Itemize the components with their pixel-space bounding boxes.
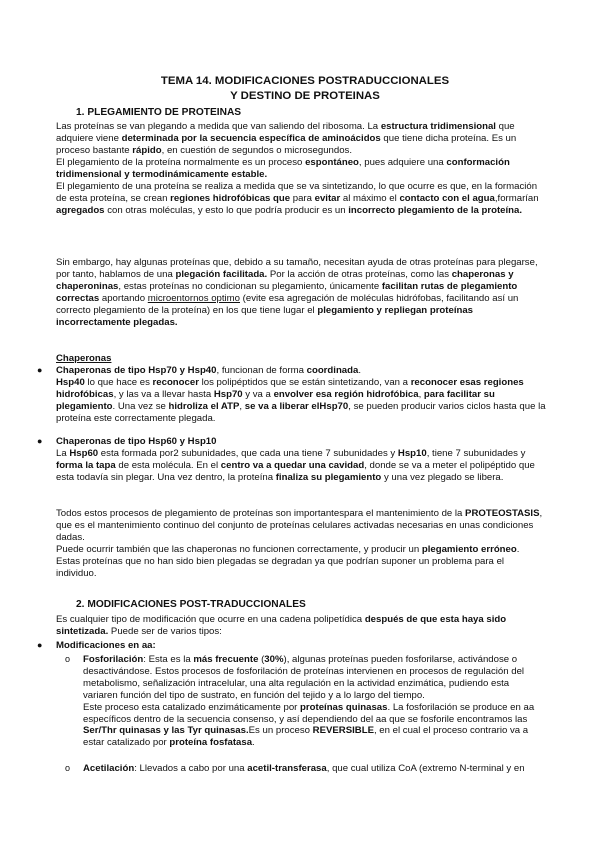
text-run-bold: Hsp40 — [56, 376, 85, 388]
text-run: que adquiere viene — [56, 121, 515, 144]
text-run: ), algunas proteínas pueden fosforilarse, activándose o desactivándose. Estos procesos de fosforilación de proteínas intervienen en procesos de regulación del metabolismo, señalización intracelular, una alta regulación en la actividad enzimática, pudiendo esta variaren función del tipo de sustrato, en función del tejido y a lo largo del tiempo. — [83, 654, 525, 701]
text-run: lo que hace es — [84, 376, 153, 388]
text-run-bold: rápido — [132, 144, 162, 156]
bullet-icon: ● — [37, 436, 43, 446]
text-run-bold: evitar — [314, 192, 341, 204]
text-run-bold: hidroliza el ATP — [168, 400, 240, 412]
text-run: , en cuestión de segundos o microsegundos. — [161, 144, 353, 156]
text-run-bold: determinada por la secuencia específica de aminoácidos — [121, 132, 381, 144]
text-run: , pues adquiere una — [358, 157, 447, 168]
section1-heading-text: 1. PLEGAMIENTO DE PROTEINAS — [76, 107, 242, 118]
fosforilacion-item — [65, 654, 546, 749]
text-run: Sin embargo, hay algunas proteínas que, debido a su tamaño, necesitan ayuda de otras proteínas para plegarse, por tanto, hablamos de una — [56, 257, 538, 280]
text-run-bold: 30% — [264, 654, 284, 665]
chaperonas-heading — [56, 353, 546, 365]
text-run: al máximo el — [340, 192, 400, 204]
text-run: . — [358, 365, 362, 376]
text-run: La — [56, 447, 70, 459]
text-run: ,formarían — [494, 192, 539, 204]
text-run-bold: proteína fosfatasa — [169, 737, 253, 749]
text-run-bold: agregados — [56, 204, 105, 216]
misfolding-paragraph — [56, 544, 546, 580]
text-run-bold: plegamiento y repliegan proteínas incorrectamente plegadas. — [56, 304, 474, 328]
circle-bullet-icon: o — [65, 654, 71, 664]
section1-heading — [76, 107, 546, 119]
chaperonas-bullet-hsp60 — [37, 436, 546, 484]
text-run: , se pueden producir varios ciclos hasta que la proteína este correctamente plegada. — [56, 400, 546, 424]
text-run: , que es el mantenimiento continuo del conjunto de proteínas celulares activadas necesarias en unas condiciones dadas. — [56, 508, 543, 543]
text-run-bold: Hsp60 — [69, 447, 99, 459]
circle-bullet-icon: o — [65, 763, 71, 773]
text-run-bold: se va a liberar elHsp70 — [244, 400, 349, 412]
text-run: . Estas proteínas que no han sido bien plegadas se degradan ya que podrían suponer un problema para el individuo. — [56, 544, 520, 579]
text-run: Las proteínas se van plegando a medida que van saliendo del ribosoma. La — [56, 121, 381, 132]
document-title-line2: Y DESTINO DE PROTEINAS — [230, 90, 380, 102]
text-run-bold: coordinada — [306, 365, 359, 376]
text-run-bold: Ser/Thr quinasas y las Tyr quinasas. — [83, 725, 249, 737]
section2-intro — [56, 614, 546, 638]
text-run: Todos estos procesos de plegamiento de proteínas son importantespara el mantenimiento de la — [56, 508, 466, 519]
text-run-bold: estructura tridimensional — [380, 121, 496, 132]
text-run-bold: REVERSIBLE — [312, 725, 374, 737]
section1-paragraph1 — [56, 121, 546, 157]
text-run-bold: plegación facilitada. — [175, 268, 268, 280]
text-run: Puede ocurrir también que las chaperonas no funcionen correctamente, y producir un — [56, 544, 422, 555]
text-run: en los que tiene lugar el — [212, 304, 318, 316]
text-run: Puede ser de varios tipos: — [108, 625, 222, 637]
document-title-line1: TEMA 14. MODIFICACIONES POSTRADUCCIONALES — [160, 75, 450, 87]
text-run-bold: Fosforilación — [83, 654, 144, 665]
text-run-bold: proteínas quinasas — [300, 701, 388, 713]
text-run: : Esta es la — [143, 654, 194, 665]
section1-paragraph4 — [56, 257, 546, 328]
text-run: que tiene dicha proteína. Es un proceso bastante — [56, 132, 517, 156]
text-run-bold: después de que esta haya sido sintetizada. — [56, 614, 507, 637]
text-run-bold: centro va a quedar una cavidad — [220, 459, 365, 471]
text-run: . — [252, 737, 255, 749]
text-run: : Llevados a cabo por una — [134, 763, 248, 774]
text-run: , que cual utiliza CoA (extremo N-terminal y en — [326, 763, 525, 774]
text-run-bold: conformación tridimensional y termodinámicamente estable. — [56, 157, 510, 180]
text-run: esta formada por2 subunidades, que cada una tiene 7 subunidades y — [98, 447, 398, 459]
text-run-bold: acetil-transferasa — [247, 763, 327, 774]
text-run-bold: para facilitar su plegamiento — [56, 388, 495, 412]
text-run-bold: forma la tapa — [56, 459, 116, 471]
text-run: para — [290, 192, 315, 204]
text-run-bold: plegamiento erróneo — [421, 544, 517, 555]
text-run-bold: contacto con el agua — [399, 192, 495, 204]
chaperonas-bullet-hsp70 — [37, 365, 546, 425]
text-run: El plegamiento de una proteína se realiza a medida que se va sintetizando, lo que ocurre es que, en la formación de esta proteína, se crean — [56, 181, 538, 204]
text-run: Es cualquier tipo de modificación que ocurre en una cadena polipetídica — [56, 614, 365, 625]
text-run: El plegamiento de la proteína normalmente es un proceso — [56, 157, 306, 168]
text-run: , — [418, 388, 424, 400]
text-run: y va a — [242, 388, 274, 400]
proteostasis-paragraph — [56, 508, 546, 544]
text-run-bold: Chaperonas de tipo Hsp70 y Hsp40 — [56, 365, 217, 376]
text-run-bold: PROTEOSTASIS — [465, 508, 540, 519]
text-run-bold: Hsp10 — [397, 447, 427, 459]
text-run: Este proceso esta catalizado enzimáticamente por — [83, 701, 301, 713]
text-run-bold: más frecuente — [193, 654, 259, 665]
bullet-icon: ● — [37, 640, 43, 650]
text-run: ( — [258, 654, 265, 665]
text-run-bold: regiones hidrofóbicas que — [170, 192, 291, 204]
modifications-aa-bullet — [37, 640, 546, 652]
text-run-bold: reconocer esas regiones hidrofóbicas — [56, 376, 524, 400]
text-run: Por la acción de otras proteínas, como las — [267, 268, 452, 280]
text-run: . La fosforilación se produce en aa específicos dentro de la secuencia consenso, y así dependiendo del aa que se fosforile encontramos las — [83, 701, 535, 725]
text-run-bold: reconocer — [152, 376, 199, 388]
section1-paragraph3 — [56, 181, 546, 217]
text-run: Es un proceso — [248, 725, 313, 737]
chaperonas-heading-text: Chaperonas — [56, 353, 112, 364]
text-run-bold: Acetilación — [83, 763, 135, 774]
text-run: aportando — [99, 292, 148, 304]
text-run-bold: envolver esa región hidrofóbica — [273, 388, 419, 400]
text-run: , y las va a llevar hasta — [113, 388, 214, 400]
text-run-bold: chaperonas y chaperoninas — [56, 268, 514, 292]
text-run: , donde se va a meter el polipéptido que esta todavía sin plegar. Una vez dentro, la proteína — [56, 459, 535, 483]
text-run-underlined: microentornos optimo — [147, 292, 240, 304]
text-run: y una vez plegado se libera. — [381, 471, 504, 483]
text-run: , estas proteínas no condicionan su plegamiento, únicamente — [118, 280, 382, 292]
section2-heading — [76, 599, 546, 611]
section1-paragraph2 — [56, 157, 546, 181]
text-run: los polipéptidos que se están sintetizando, van a — [198, 376, 411, 388]
text-run: , — [239, 400, 245, 412]
text-run: , en el cual el proceso contrario va a estar catalizado por — [83, 725, 529, 749]
text-run: , tiene 7 subunidades y — [426, 447, 526, 459]
text-run-bold: facilitan rutas de plegamiento correctas — [56, 280, 518, 304]
text-run-bold: Modificaciones en aa: — [56, 640, 156, 651]
text-run-bold: Chaperonas de tipo Hsp60 y Hsp10 — [56, 436, 217, 447]
section2-heading-text: 2. MODIFICACIONES POST-TRADUCCIONALES — [76, 599, 306, 610]
text-run: . Una vez se — [112, 400, 169, 412]
text-run: (evite esa agregación de moléculas hidrófobas, facilitando así un correcto plegamiento de la proteína) — [56, 292, 519, 316]
acetilacion-item — [65, 763, 546, 775]
text-run: , funcionan de forma — [216, 365, 307, 376]
bullet-icon: ● — [37, 365, 43, 375]
text-run-bold: Hsp70 — [213, 388, 243, 400]
text-run-bold: incorrecto plegamiento de la proteína. — [348, 204, 523, 216]
text-run-bold: espontáneo — [305, 157, 359, 168]
text-run: con otras moléculas, y esto lo que podría producir es un — [104, 204, 349, 216]
text-run-bold: finaliza su plegamiento — [275, 471, 382, 483]
text-run: de esta molécula. En el — [115, 459, 221, 471]
